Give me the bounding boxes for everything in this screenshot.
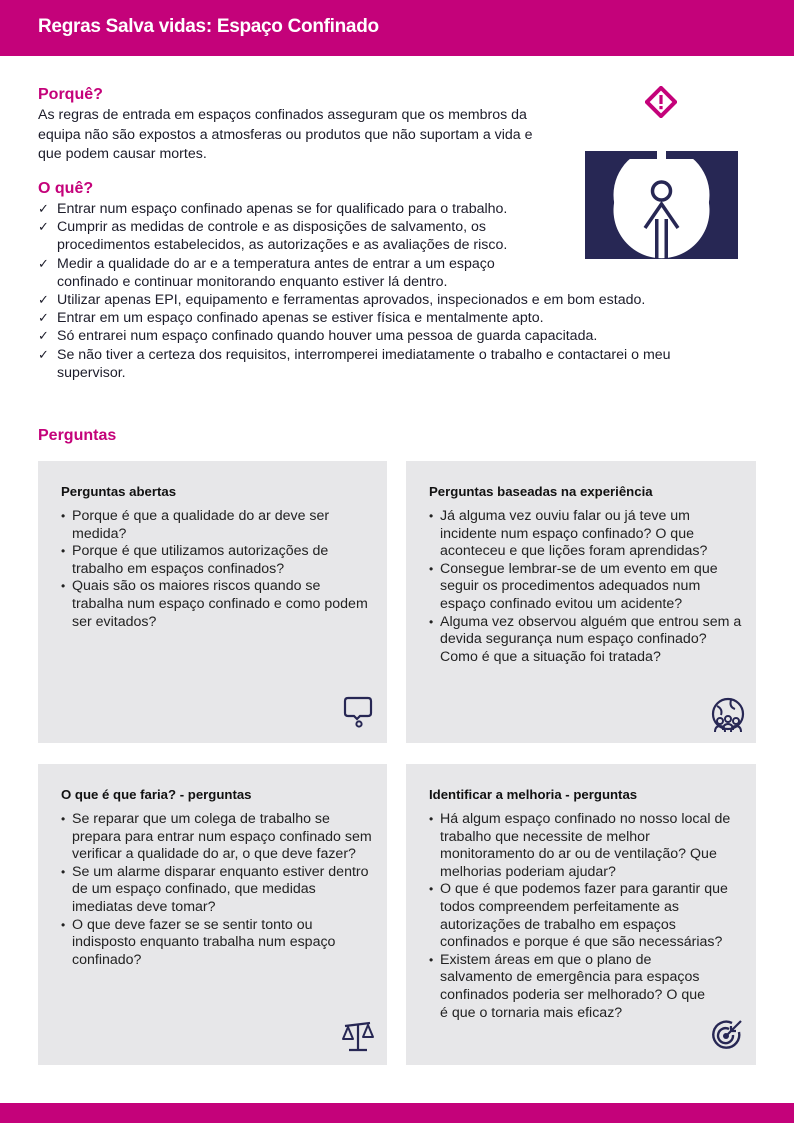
question-item: • O que é que podemos fazer para garantir que todos compreendem perfeitamente as autorizações de trabalho em espaços confinados e porque é que são necessárias? (429, 881, 742, 951)
question-item: • Alguma vez observou alguém que entrou sem a devida segurança num espaço confinado? Como é que a situação foi tratada? (429, 614, 742, 667)
check-icon: ✓ (38, 255, 49, 271)
what-item: ✓ Só entrarei num espaço confinado quando houver uma pessoa de guarda capacitada. (38, 328, 598, 345)
warning-diamond-icon (645, 86, 677, 118)
questions-heading: Perguntas (38, 427, 117, 444)
card-list (429, 508, 742, 666)
question-card-open (38, 461, 387, 743)
check-icon: ✓ (38, 219, 49, 235)
what-item: ✓ Entrar em um espaço confinado apenas se estiver física e mentalmente apto. (38, 310, 544, 327)
globe-people-icon (709, 697, 747, 735)
question-card-improvement (406, 764, 756, 1065)
question-item: • Se um alarme disparar enquanto estiver dentro de um espaço confinado, que medidas imediatas deve tomar? (61, 864, 373, 917)
question-item: • Já alguma vez ouviu falar ou já teve um incidente num espaço confinado? O que aconteceu e que lições foram aprendidas? (429, 508, 742, 561)
question-item: • Consegue lembrar-se de um evento em que seguir os procedimentos adequados num espaço confinado evitou um acidente? (429, 561, 742, 614)
what-item: ✓ Utilizar apenas EPI, equipamento e ferramentas aprovados, inspecionados e em bom estado. (38, 292, 646, 309)
question-card-experience (406, 461, 756, 743)
card-list (61, 508, 373, 631)
card-title: Identificar a melhoria - perguntas (429, 787, 638, 802)
what-heading: O quê? (38, 180, 94, 197)
footer-bar (0, 1103, 794, 1123)
question-item: • Porque é que a qualidade do ar deve ser medida? (61, 508, 373, 543)
check-icon: ✓ (38, 346, 49, 362)
scales-icon (340, 1020, 376, 1056)
check-icon: ✓ (38, 292, 49, 308)
what-item: ✓ Cumprir as medidas de controle e as disposições de salvamento, os procedimentos estabelecidos, as autorizações e as avaliações de risco. (38, 219, 508, 254)
why-text: As regras de entrada em espaços confinados asseguram que os membros da equipa não são expostos a atmosferas ou produtos que não suportam a vida e que podem causar mortes. (38, 107, 533, 162)
question-item: • O que deve fazer se se sentir tonto ou indisposto enquanto trabalha num espaço confinado? (61, 917, 373, 970)
header-bar (0, 0, 794, 56)
confined-space-person-icon (585, 151, 738, 259)
what-item: ✓ Entrar num espaço confinado apenas se for qualificado para o trabalho. (38, 201, 508, 217)
question-card-what-would-you-do (38, 764, 387, 1065)
why-heading: Porquê? (38, 86, 103, 103)
check-icon: ✓ (38, 328, 49, 344)
card-title: O que é que faria? - perguntas (61, 787, 252, 802)
card-title: Perguntas abertas (61, 484, 177, 499)
question-item: • Quais são os maiores riscos quando se trabalha num espaço confinado e como podem ser evitados? (61, 578, 373, 631)
speech-bubble-icon (340, 695, 374, 729)
question-item: • Se reparar que um colega de trabalho se prepara para entrar num espaço confinado sem verificar a qualidade do ar, o que deve fazer? (61, 811, 373, 864)
question-item: • Porque é que utilizamos autorizações de trabalho em espaços confinados? (61, 543, 373, 578)
card-list (429, 811, 742, 1022)
card-title: Perguntas baseadas na experiência (429, 484, 653, 499)
check-icon: ✓ (38, 201, 49, 216)
card-list (61, 811, 373, 969)
what-item: ✓ Medir a qualidade do ar e a temperatura antes de entrar a um espaço confinado e continuar monitorando enquanto estiver lá dentro. (38, 255, 495, 290)
question-item: • Há algum espaço confinado no nosso local de trabalho que necessite de melhor monitoramento do ar ou de ventilação? Que melhorias poderiam ajudar? (429, 811, 742, 881)
page-title: Regras Salva vidas: Espaço Confinado (38, 16, 379, 37)
check-icon: ✓ (38, 310, 49, 326)
what-item: ✓ Se não tiver a certeza dos requisitos, interromperei imediatamente o trabalho e contactarei o meu supervisor. (38, 346, 671, 381)
target-arrow-icon (710, 1018, 744, 1052)
question-item: • Existem áreas em que o plano de salvamento de emergência para espaços confinados poderia ser melhorado? O que é que o tornaria mais eficaz? (429, 952, 742, 1022)
